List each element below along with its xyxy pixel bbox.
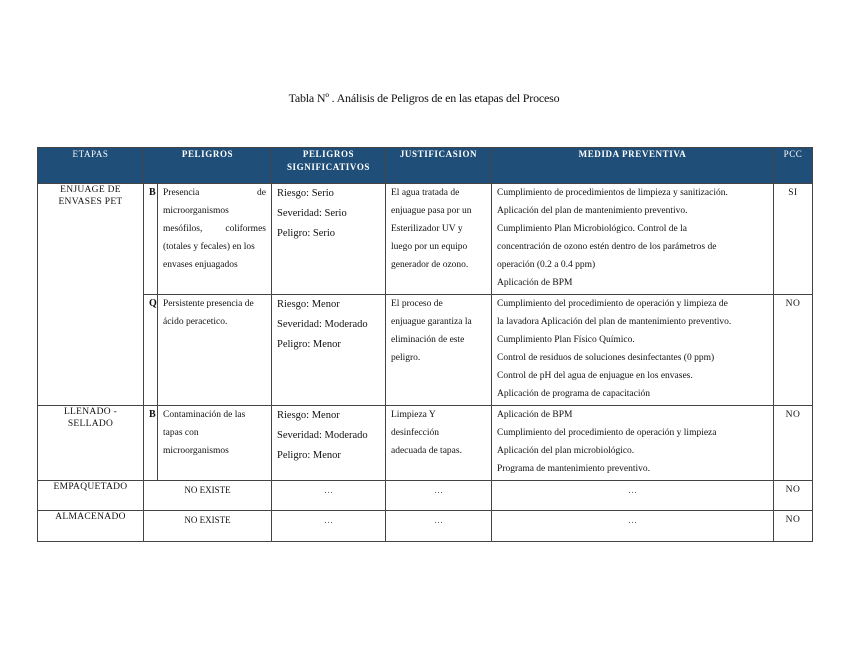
justificacion-line: enjuague pasa por un (391, 206, 472, 216)
medida-line: Aplicación del plan microbiológico. (497, 446, 635, 456)
table-row (38, 511, 813, 542)
pcc-value: NO (774, 481, 813, 511)
significativo-line: Peligro: Serio (277, 228, 336, 239)
peligro-line: Contaminación de las (163, 410, 246, 420)
justificacion-line: eliminación de este (391, 335, 465, 345)
peligro-line: microorganismos (163, 446, 229, 456)
peligro-line: envases enjuagados (163, 260, 238, 270)
significativo-cell (272, 406, 386, 481)
medida-line: Control de pH del agua de enjuague en los envases. (497, 371, 693, 381)
significativo-line: Severidad: Moderado (277, 319, 368, 330)
header-significativos: PELIGROS SIGNIFICATIVOS (272, 148, 386, 184)
peligro-line: tapas con (163, 428, 199, 438)
justificacion-line: enjuague garantiza la (391, 317, 472, 327)
hazard-code: B (144, 184, 158, 295)
medida-cell (492, 295, 774, 406)
stage-cell: EMPAQUETADO (38, 481, 144, 511)
medida-line: Cumplimiento Plan Físico Químico. (497, 335, 635, 345)
peligro-line: Persistente presencia de (163, 299, 254, 309)
pcc-value: NO (774, 295, 813, 406)
justificacion-line: generador de ozono. (391, 260, 469, 270)
significativo-line: Riesgo: Serio (277, 188, 334, 199)
stage-label: ENJUAGE DE ENVASES PET (58, 185, 123, 207)
medida-cell (492, 406, 774, 481)
significativo-line: Riesgo: Menor (277, 410, 340, 421)
justificacion-line: El proceso de (391, 299, 443, 309)
peligro-cell: NO EXISTE (144, 511, 272, 542)
significativo-line: Riesgo: Menor (277, 299, 340, 310)
significativo-line: Severidad: Moderado (277, 430, 368, 441)
header-etapas: ETAPAS (38, 148, 144, 184)
peligro-cell (158, 406, 272, 481)
medida-line: concentración de ozono estén dentro de los parámetros de (497, 242, 717, 252)
table-row (38, 406, 813, 481)
significativo-cell: … (272, 481, 386, 511)
medida-line: Cumplimiento del procedimiento de operación y limpieza de (497, 299, 728, 309)
hazard-code: B (144, 406, 158, 481)
header-peligros: PELIGROS (144, 148, 272, 184)
hazard-code: Q (144, 295, 158, 406)
peligro-line: Presencia de (163, 188, 266, 198)
justificacion-line: Esterilizador UV y (391, 224, 463, 234)
peligro-cell (158, 184, 272, 295)
justificacion-line: El agua tratada de (391, 188, 460, 198)
table-row (38, 481, 813, 511)
significativo-line: Peligro: Menor (277, 339, 341, 350)
stage-label: LLENADO - SELLADO (63, 407, 118, 429)
medida-line: Aplicación de BPM (497, 410, 573, 420)
justificacion-line: desinfección (391, 428, 440, 438)
pcc-value: NO (774, 511, 813, 542)
stage-cell (38, 184, 144, 406)
significativo-cell (272, 184, 386, 295)
medida-line: la lavadora Aplicación del plan de mantenimiento preventivo. (497, 317, 732, 327)
header-medida: MEDIDA PREVENTIVA (492, 148, 774, 184)
table-caption: Tabla Nº . Análisis de Peligros de en las etapas del Proceso (288, 91, 560, 105)
hazard-analysis-table (37, 147, 813, 542)
medida-cell (492, 184, 774, 295)
significativo-line: Peligro: Menor (277, 450, 341, 461)
medida-line: Programa de mantenimiento preventivo. (497, 464, 651, 474)
header-row (38, 148, 813, 184)
significativo-cell (272, 295, 386, 406)
pcc-value: SI (774, 184, 813, 295)
significativo-cell: … (272, 511, 386, 542)
table-row (38, 295, 813, 406)
peligro-line: (totales y fecales) en los (163, 242, 255, 252)
medida-line: Aplicación de BPM (497, 278, 573, 288)
pcc-value: NO (774, 406, 813, 481)
medida-cell: … (492, 481, 774, 511)
medida-cell: … (492, 511, 774, 542)
header-justificacion: JUSTIFICASION (386, 148, 492, 184)
peligro-line: mesófilos, coliformes (163, 224, 266, 234)
justificacion-line: peligro. (391, 353, 421, 363)
medida-line: Aplicación del plan de mantenimiento preventivo. (497, 206, 688, 216)
medida-line: Aplicación de programa de capacitación (497, 389, 650, 399)
stage-cell: ALMACENADO (38, 511, 144, 542)
header-pcc: PCC (774, 148, 813, 184)
medida-line: Cumplimiento de procedimientos de limpieza y sanitización. (497, 188, 728, 198)
justificacion-cell (386, 406, 492, 481)
peligro-line: ácido peracetico. (163, 317, 228, 327)
justificacion-cell: … (386, 481, 492, 511)
justificacion-line: luego por un equipo (391, 242, 468, 252)
significativo-line: Severidad: Serio (277, 208, 347, 219)
justificacion-cell (386, 184, 492, 295)
peligro-cell (158, 295, 272, 406)
medida-line: Cumplimiento Plan Microbiológico. Control de la (497, 224, 687, 234)
peligro-cell: NO EXISTE (144, 481, 272, 511)
peligro-line: microorganismos (163, 206, 229, 216)
table-row (38, 184, 813, 295)
justificacion-line: adecuada de tapas. (391, 446, 462, 456)
medida-line: Cumplimiento del procedimiento de operación y limpieza (497, 428, 717, 438)
stage-cell (38, 406, 144, 481)
justificacion-line: Limpieza Y (391, 410, 436, 420)
justificacion-cell (386, 295, 492, 406)
justificacion-cell: … (386, 511, 492, 542)
medida-line: operación (0.2 a 0.4 ppm) (497, 260, 596, 270)
medida-line: Control de residuos de soluciones desinfectantes (0 ppm) (497, 353, 715, 363)
